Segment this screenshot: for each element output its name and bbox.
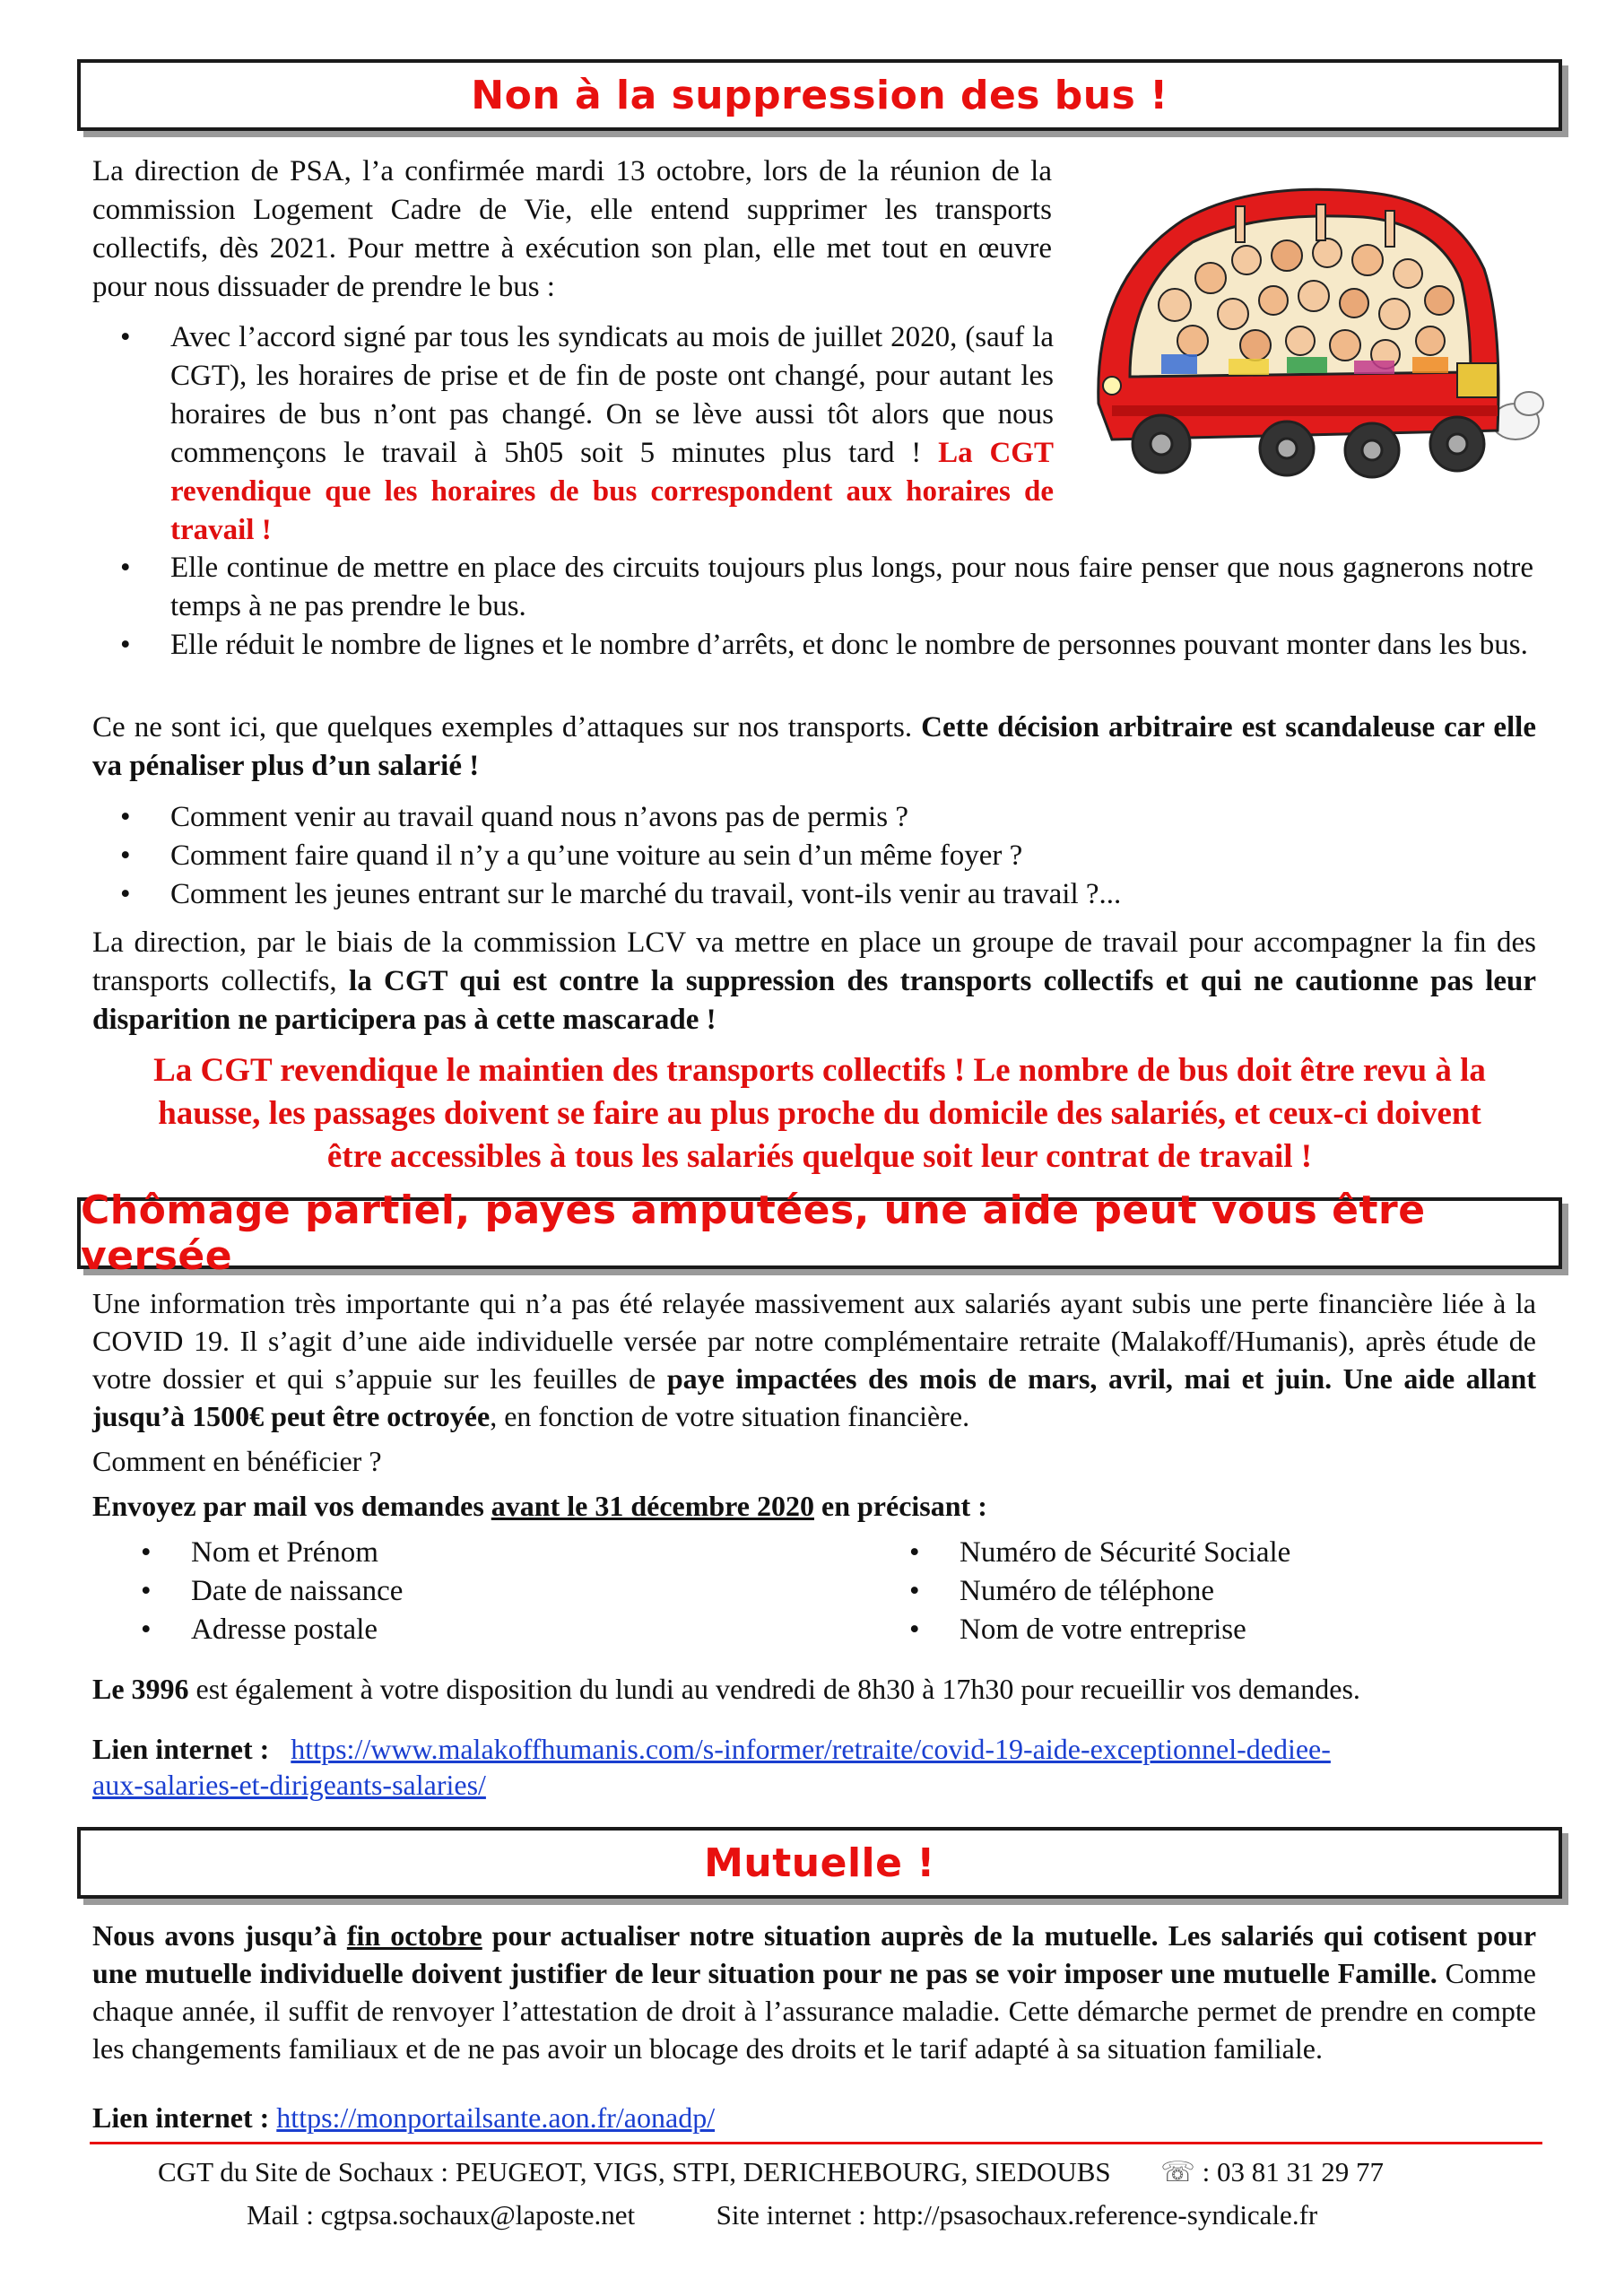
bullet-icon: • — [909, 1575, 920, 1607]
required-text: Adresse postale — [191, 1613, 378, 1646]
bullet-icon: • — [120, 839, 131, 872]
aide-end: , en fonction de votre situation financière. — [490, 1400, 970, 1432]
send-text: Envoyez par mail vos demandes — [92, 1490, 491, 1522]
callout-line: être accessibles à tous les salariés quelque soit leur contrat de travail ! — [326, 1138, 1313, 1175]
section-title-mutuelle — [77, 1827, 1562, 1899]
mutuelle-paragraph — [92, 1917, 1536, 2067]
bullet-icon: • — [141, 1575, 152, 1607]
required-item — [141, 1534, 819, 1572]
question-text: Comment venir au travail quand nous n’avons pas de permis ? — [170, 801, 908, 833]
bullet-circuits — [120, 549, 1533, 626]
lcv-bold: la CGT qui est contre la suppression des transports collectifs et qui ne cautionne pas leur disparition ne participera pas à cette mascarade ! — [92, 965, 1537, 1036]
bullet-icon: • — [909, 1613, 920, 1646]
footer-org-line — [158, 2152, 1539, 2192]
question-text: Comment faire quand il n’y a qu’une voiture au sein d’un même foyer ? — [170, 839, 1023, 872]
bus-illustration — [1076, 170, 1547, 493]
bullet-text: Elle continue de mettre en place des circuits toujours plus longs, pour nous faire penser que nous gagnerons notre temps à ne pas prendre le bus. — [170, 552, 1533, 622]
required-text: Nom et Prénom — [191, 1536, 378, 1569]
bullet-lignes — [120, 626, 1533, 665]
required-item — [909, 1534, 1542, 1572]
questions-list — [120, 798, 1533, 914]
how-text: Comment en bénéficier ? — [92, 1445, 382, 1477]
bullet-icon: • — [909, 1536, 920, 1569]
section-title-text: Non à la suppression des bus ! — [471, 72, 1168, 118]
cgt-callout — [77, 1049, 1562, 1178]
phone-icon: ☏ — [1160, 2156, 1195, 2187]
required-text: Date de naissance — [191, 1575, 404, 1607]
how-line — [92, 1442, 1527, 1481]
examples-paragraph — [92, 709, 1536, 786]
aon-link[interactable]: https://monportailsante.aon.fr/aonadp/ — [276, 2101, 716, 2134]
link-label: Lien internet : — [92, 2101, 277, 2134]
examples-bold: Cette décision arbitraire est scandaleuse car elle va pénaliser plus d’un salarié ! — [92, 711, 1536, 782]
bullet-icon: • — [120, 801, 131, 833]
footer-mail[interactable]: Mail : cgtpsa.sochaux@laposte.net — [247, 2199, 636, 2231]
examples-text: Ce ne sont ici, que quelques exemples d’attaques sur nos transports. — [92, 711, 922, 744]
question-text: Comment les jeunes entrant sur le marché du travail, vont-ils venir au travail ?... — [170, 878, 1122, 910]
required-item — [909, 1611, 1542, 1649]
bullets-bus-1 — [120, 318, 1054, 550]
callout-line: hausse, les passages doivent se faire au plus proche du domicile des salariés, et ceux-ci doivent — [158, 1095, 1481, 1132]
mutuelle-bold-2: pour actualiser notre situation auprès de la mutuelle. Les salariés qui cotisent pour une mutuelle individuelle doivent justifier de leur situation pour ne pas se voir imposer une mutuelle Famille. — [92, 1919, 1537, 1989]
mutuelle-link-line — [92, 2099, 1527, 2137]
bullet-icon: • — [141, 1613, 152, 1646]
send-deadline: avant le 31 décembre 2020 — [491, 1490, 814, 1522]
phone-number: Le 3996 — [92, 1673, 189, 1705]
malakoff-link-block — [92, 1731, 1536, 1803]
footer-divider — [90, 2142, 1542, 2144]
required-text: Numéro de téléphone — [960, 1575, 1215, 1607]
footer-phone: : 03 81 31 29 77 — [1194, 2156, 1385, 2187]
required-text: Nom de votre entreprise — [960, 1613, 1246, 1646]
bullet-icon: • — [120, 321, 131, 353]
callout-line: La CGT revendique le maintien des transports collectifs ! Le nombre de bus doit être revu à la — [153, 1052, 1486, 1089]
bullet-icon: • — [120, 552, 131, 584]
footer-contact-line — [247, 2196, 1538, 2235]
mutuelle-deadline: fin octobre — [346, 1919, 482, 1952]
required-right-list — [909, 1534, 1542, 1649]
question-item — [120, 837, 1533, 875]
question-item — [120, 798, 1533, 837]
aide-paragraph — [92, 1284, 1536, 1435]
link-label: Lien internet : — [92, 1733, 270, 1765]
mutuelle-bold: Nous avons jusqu’à — [92, 1919, 347, 1952]
send-line — [92, 1487, 1527, 1526]
section-title-chomage — [77, 1187, 1562, 1279]
bullet-icon: • — [141, 1536, 152, 1569]
required-text: Numéro de Sécurité Sociale — [960, 1536, 1291, 1569]
required-item — [141, 1572, 819, 1611]
malakoff-link-cont[interactable]: aux-salaries-et-dirigeants-salaries/ — [92, 1769, 486, 1801]
required-item — [909, 1572, 1542, 1611]
section-title-text: Chômage partiel, payes amputées, une aide peut vous être versée — [81, 1187, 1426, 1279]
phone-line — [92, 1670, 1545, 1709]
malakoff-link[interactable]: https://www.malakoffhumanis.com/s-informer/retraite/covid-19-aide-exceptionnel-dediee- — [291, 1733, 1331, 1765]
footer-site[interactable]: Site internet : http://psasochaux.reference-syndicale.fr — [716, 2199, 1318, 2231]
mutuelle-text: Comme chaque année, il suffit de renvoyer l’attestation de droit à l’assurance maladie. Cette démarche permet de prendre en compte les changements familiaux et de ne pas avoir un blocage des droits et le tarif adapté à sa situation familiale. — [92, 1957, 1537, 2065]
section-title-text: Mutuelle ! — [704, 1839, 935, 1886]
phone-text: est également à votre disposition du lundi au vendredi de 8h30 à 17h30 pour recueillir vos demandes. — [188, 1673, 1360, 1705]
intro-text: La direction de PSA, l’a confirmée mardi 13 octobre, lors de la réunion de la commission Logement Cadre de Vie, elle entend supprimer les transports collectifs, dès 2021. Pour mettre à exécution son plan, elle met tout en œuvre pour nous dissuader de prendre le bus : — [92, 155, 1052, 303]
bullet-icon: • — [120, 878, 131, 910]
crowded-red-bus-icon — [1076, 170, 1547, 493]
bullet-text: Avec l’accord signé par tous les syndicats au mois de juillet 2020, (sauf la CGT), les horaires de prise et de fin de poste ont changé, pour autant les horaires de bus n’ont pas changé. On se lève aussi tôt alors que nous commençons le travail à 5h05 soit 5 minutes plus tard ! — [170, 321, 1054, 469]
bullet-icon: • — [120, 629, 131, 661]
lcv-text: La direction, par le biais de la commission LCV va mettre en place un groupe de travail pour accompagner la fin des transports collectifs, — [92, 926, 1536, 997]
required-left-list — [141, 1534, 819, 1649]
aide-text: Une information très importante qui n’a pas été relayée massivement aux salariés ayant subis une perte financière liée à la COVID 19. Il s’agit d’une aide individuelle versée par notre complémentaire retraite (Malakoff/Humanis), après étude de votre dossier et qui s’appuie sur les feuilles de — [92, 1287, 1536, 1395]
lcv-paragraph — [92, 924, 1536, 1039]
aide-bold: paye impactées des mois de mars, avril, mai et juin. Une aide allant jusqu’à 1500€ peut être octroyée — [92, 1362, 1537, 1432]
bullet-text: Elle réduit le nombre de lignes et le nombre d’arrêts, et donc le nombre de personnes pouvant monter dans les bus. — [170, 629, 1528, 661]
send-text-end: en précisant : — [814, 1490, 987, 1522]
section-title-bus — [77, 59, 1562, 131]
question-item — [120, 875, 1533, 914]
intro-paragraph — [92, 152, 1052, 307]
bullet-red-claim: La CGT revendique que les horaires de bus correspondent aux horaires de travail ! — [170, 437, 1054, 546]
bullet-accord — [120, 318, 1054, 550]
footer-org: CGT du Site de Sochaux : PEUGEOT, VIGS, STPI, DERICHEBOURG, SIEDOUBS — [158, 2156, 1111, 2187]
bullets-bus-2 — [120, 549, 1533, 665]
required-item — [141, 1611, 819, 1649]
